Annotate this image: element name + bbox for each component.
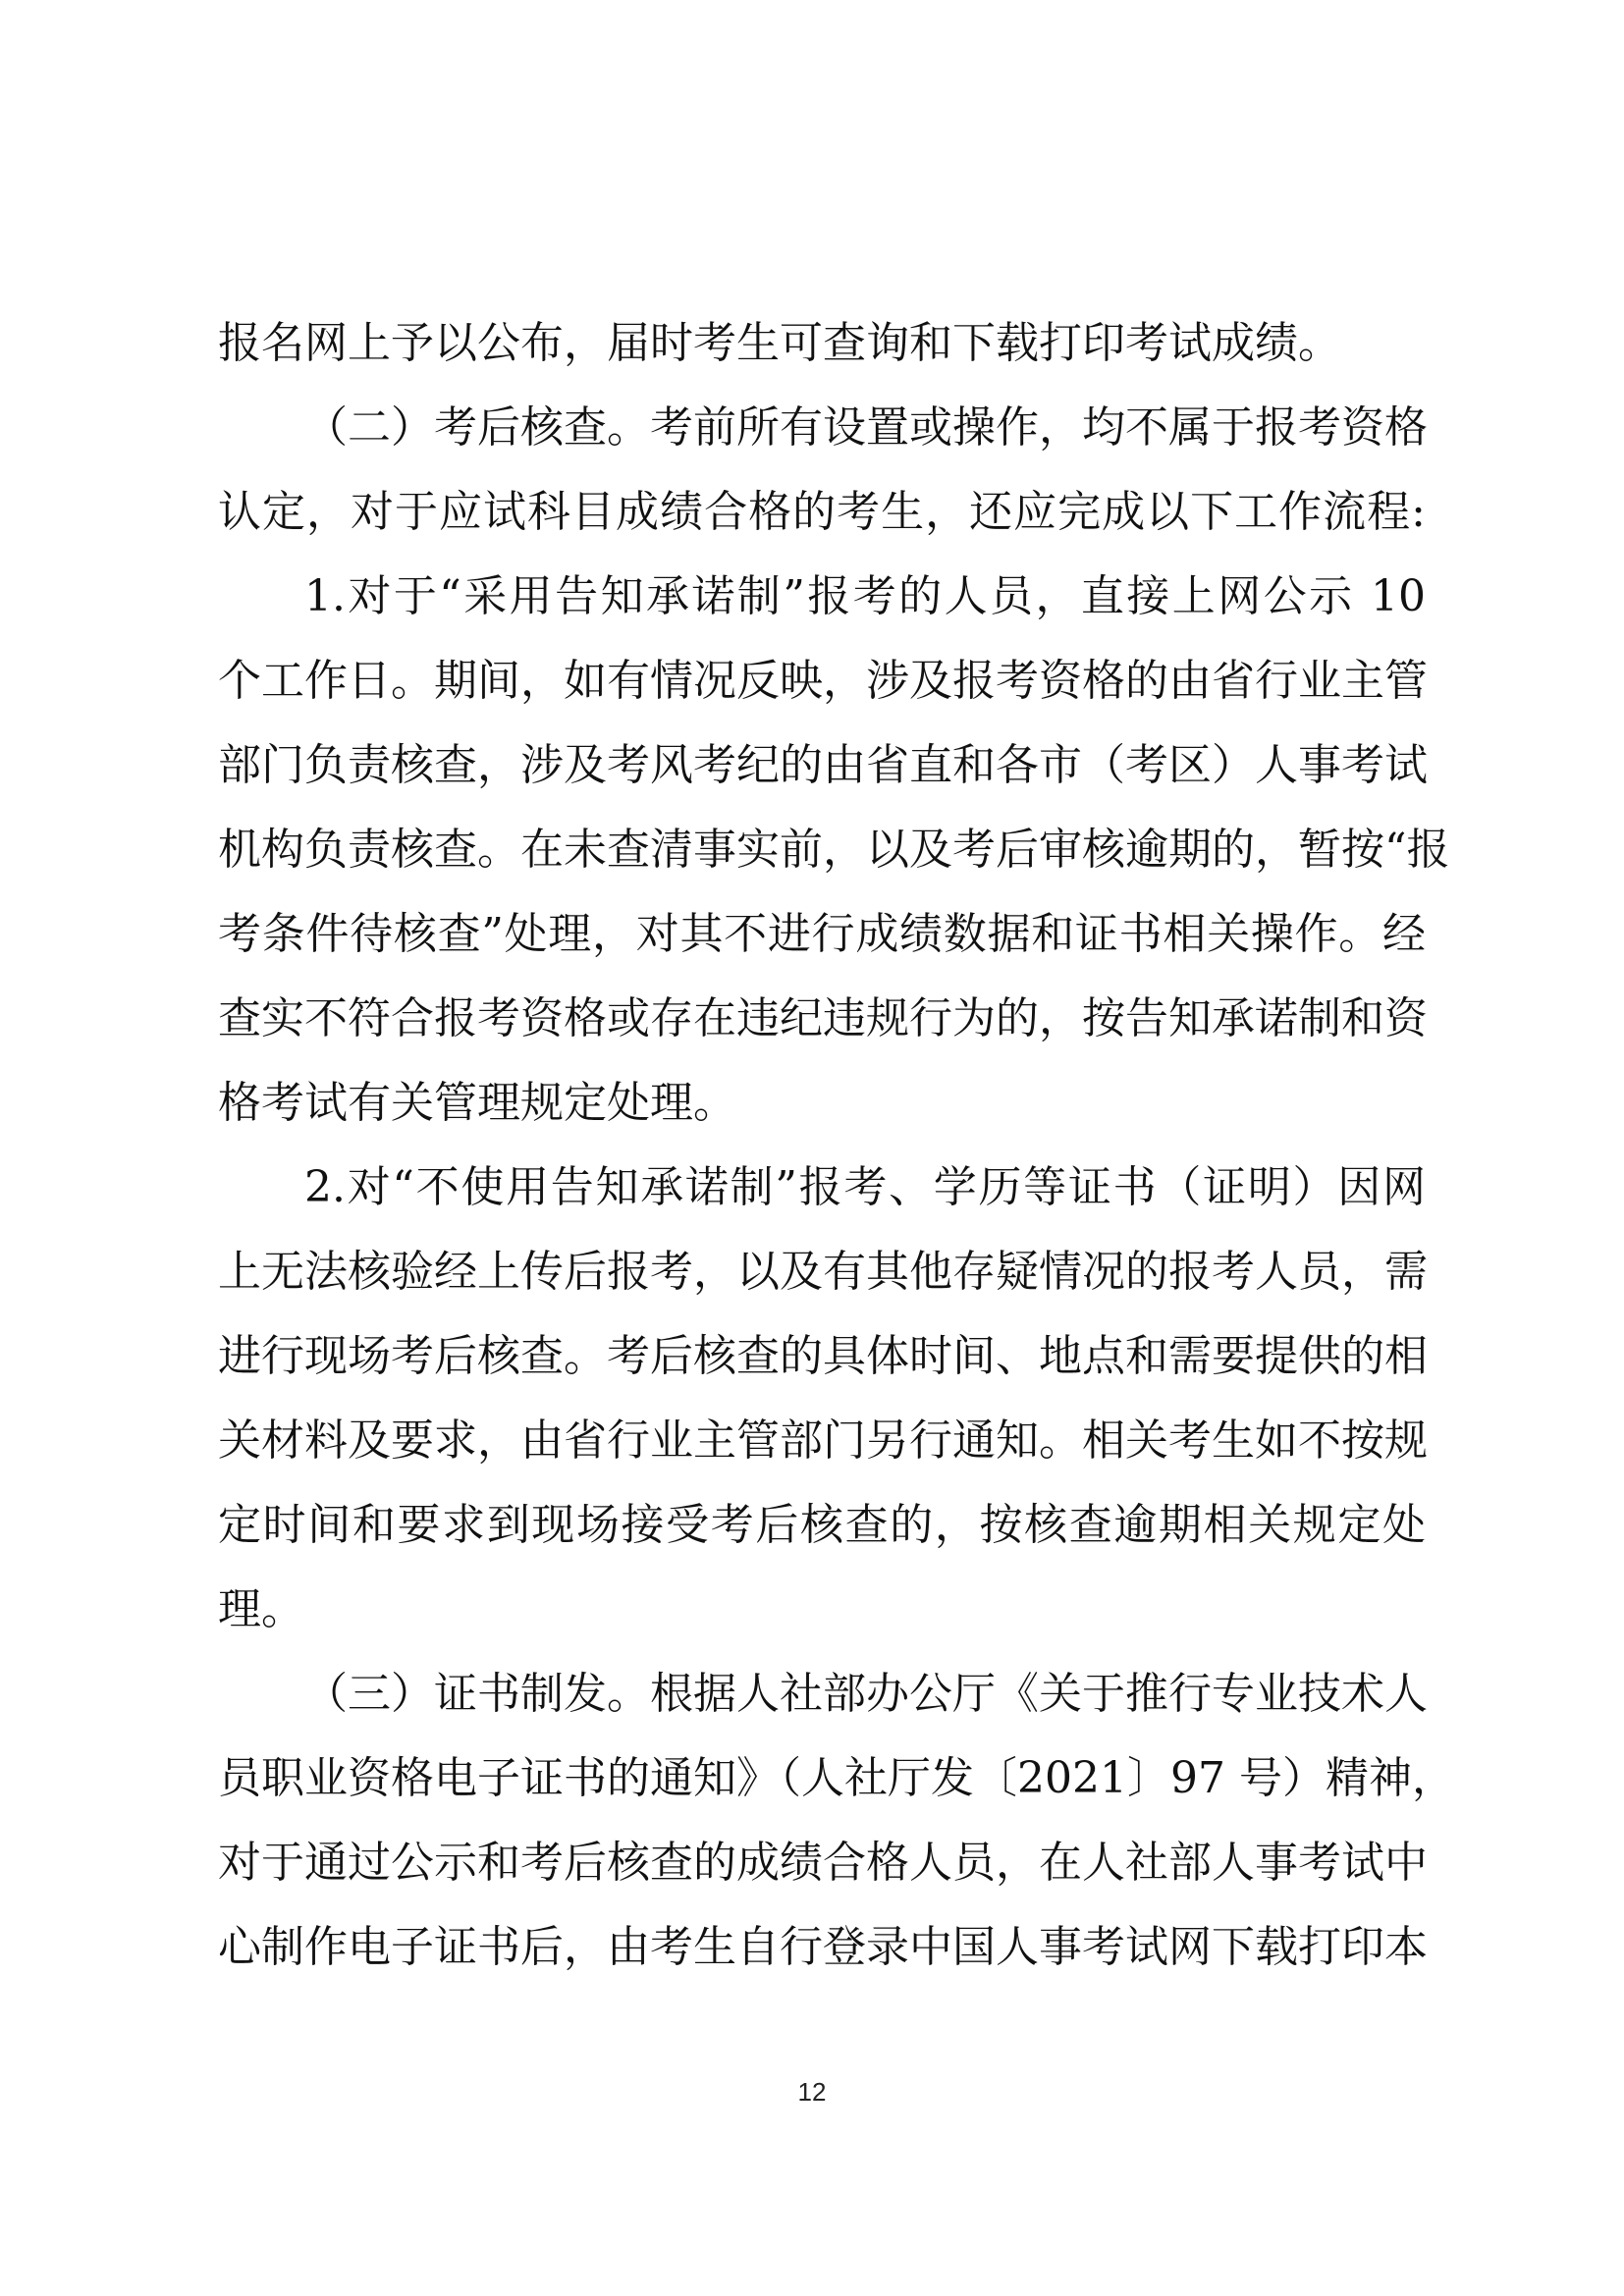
text-line: 关材料及要求，由省行业主管部门另行通知。相关考生如不按规 [218,1415,1428,1466]
page-number: 12 [797,2077,827,2107]
text-line: 部门负责核查，涉及考风考纪的由省直和各市（考区）人事考试 [218,740,1428,790]
text-line: 上无法核验经上传后报考，以及有其他存疑情况的报考人员，需 [218,1247,1428,1297]
text-line: 1.对于“采用告知承诺制”报考的人员，直接上网公示 10 [304,571,1426,621]
text-line: 进行现场考后核查。考后核查的具体时间、地点和需要提供的相 [218,1331,1428,1381]
text-line: 格考试有关管理规定处理。 [218,1078,736,1128]
text-line: 心制作电子证书后，由考生自行登录中国人事考试网下载打印本 [218,1922,1428,1972]
text-line: 员职业资格电子证书的通知》（人社厅发〔2021〕97 号）精神， [218,1753,1455,1803]
text-line: 2.对“不使用告知承诺制”报考、学历等证书（证明）因网 [304,1162,1426,1212]
text-line: （三）证书制发。根据人社部办公厅《关于推行专业技术人 [304,1669,1428,1719]
text-line: 机构负责核查。在未查清事实前，以及考后审核逾期的，暂按“报 [218,825,1450,875]
text-line: 定时间和要求到现场接受考后核查的，按核查逾期相关规定处 [218,1500,1426,1550]
text-line: 对于通过公示和考后核查的成绩合格人员，在人社部人事考试中 [218,1838,1428,1888]
text-line: 理。 [218,1584,304,1634]
text-line: 个工作日。期间，如有情况反映，涉及报考资格的由省行业主管 [218,656,1428,706]
text-line: （二）考后核查。考前所有设置或操作，均不属于报考资格 [304,402,1428,453]
text-line: 认定，对于应试科目成绩合格的考生，还应完成以下工作流程: [218,487,1426,537]
text-line: 报名网上予以公布，届时考生可查询和下载打印考试成绩。 [218,318,1341,368]
text-line: 考条件待核查”处理，对其不进行成绩数据和证书相关操作。经 [218,909,1426,959]
text-line: 查实不符合报考资格或存在违纪违规行为的，按告知承诺制和资 [218,993,1428,1043]
